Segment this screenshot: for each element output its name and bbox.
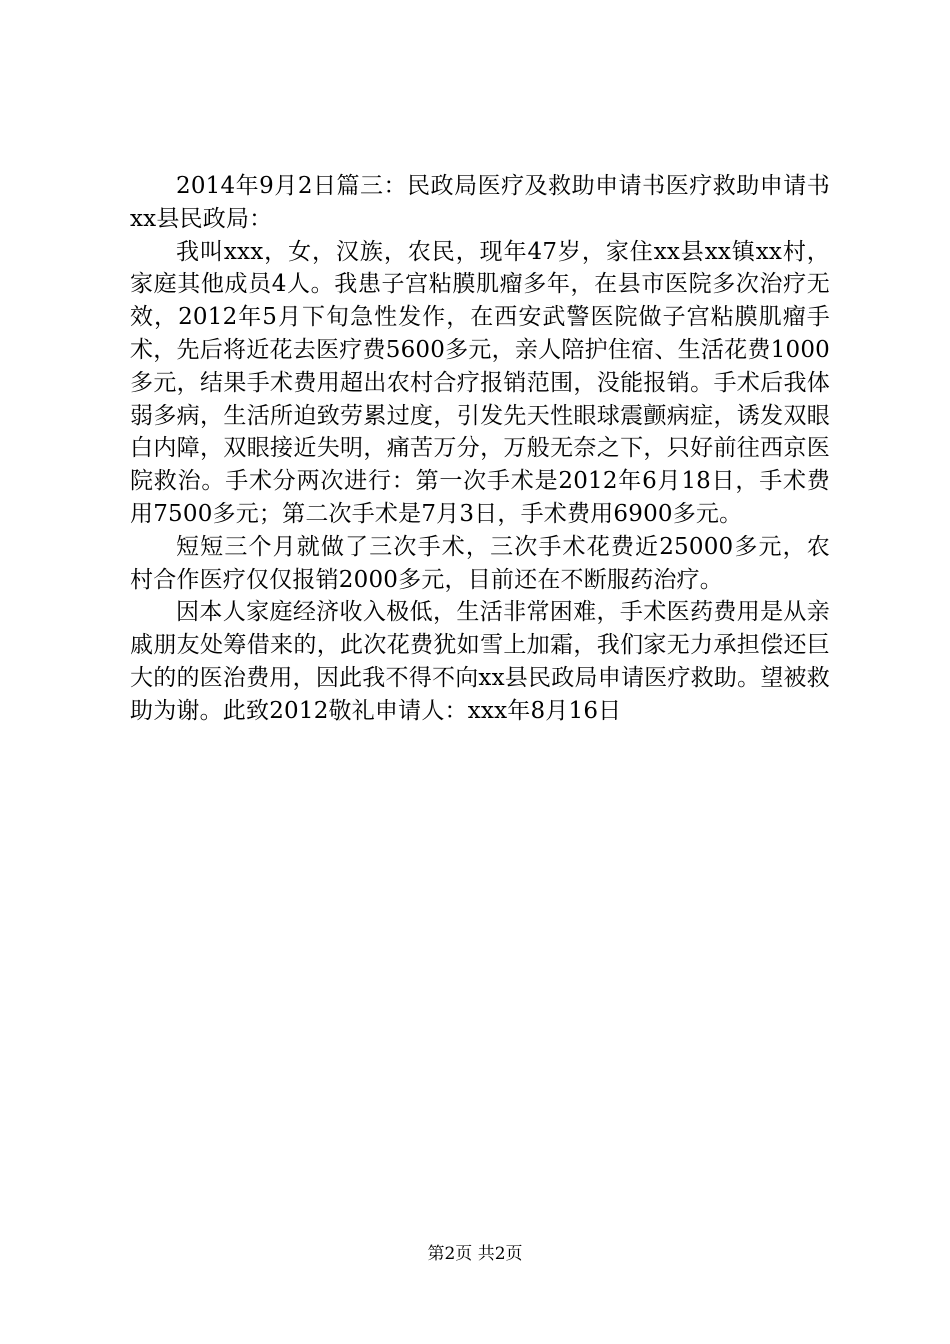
paragraph-personal-situation: 我叫xxx，女，汉族，农民，现年47岁，家住xx县xx镇xx村，家庭其他成员4人。我患子宫粘膜肌瘤多年，在县市医院多次治疗无效，2012年5月下旬急性发作，在西安武警医院做子宫粘膜肌瘤手术，先后将近花去医疗费5600多元，亲人陪护住宿、生活花费1000多元，结果手术费用超出农村合疗报销范围，没能报销。手术后我体弱多病，生活所迫致劳累过度，引发先天性眼球震颤病症，诱发双眼白内障，双眼接近失明，痛苦万分，万般无奈之下，只好前往西京医院救治。手术分两次进行：第一次手术是2012年6月18日，手术费用7500多元；第二次手术是7月3日，手术费用6900多元。 <box>130 238 830 527</box>
page-number-footer: 第2页 共2页 <box>427 1244 523 1264</box>
paragraph-costs: 短短三个月就做了三次手术，三次手术花费近25000多元，农村合作医疗仅仅报销2000多元，目前还在不断服药治疗。 <box>130 533 830 593</box>
paragraph-request: 因本人家庭经济收入极低，生活非常困难，手术医药费用是从亲戚朋友处筹借来的，此次花费犹如雪上加霜，我们家无力承担偿还巨大的的医治费用，因此我不得不向xx县民政局申请医疗救助。望被救助为谢。此致2012敬礼申请人：xxx年8月16日 <box>130 599 830 724</box>
paragraph-heading: 2014年9月2日篇三：民政局医疗及救助申请书医疗救助申请书xx县民政局： <box>130 173 830 232</box>
document-body <box>130 170 830 728</box>
